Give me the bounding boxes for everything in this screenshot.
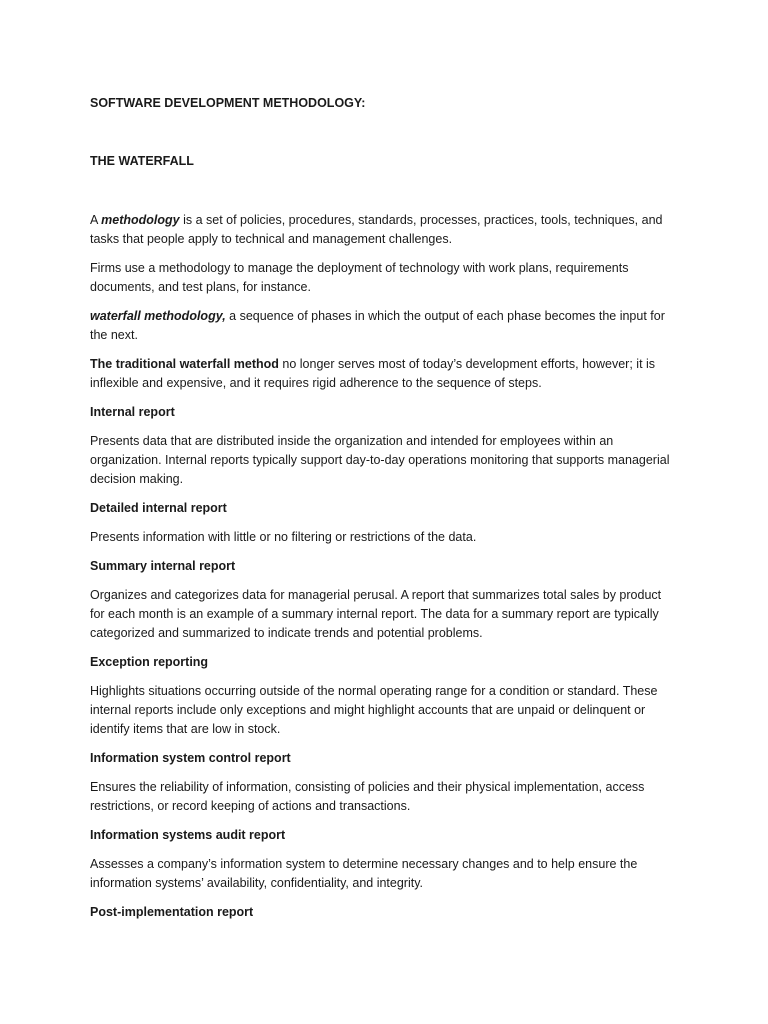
traditional-waterfall-paragraph [90,355,678,393]
traditional-waterfall-term: The traditional waterfall method [90,357,279,371]
section-heading: Information system control report [90,751,291,765]
methodology-term: methodology [101,213,180,227]
section-body: Assesses a company’s information system to determine necessary changes and to help ensure the information systems’ availability, confidentiality, and integrity. [90,857,638,890]
document-subtitle: THE WATERFALL [90,154,194,168]
section-body: Highlights situations occurring outside of the normal operating range for a condition or standard. These internal reports include only exceptions and might highlight accounts that are unpaid or delinquent or identify items that are low in stock. [90,684,658,736]
waterfall-definition-paragraph [90,307,678,345]
section-body: Organizes and categorizes data for managerial perusal. A report that summarizes total sales by product for each month is an example of a summary internal report. The data for a summary report are typically categorized and summarized to indicate trends and potential problems. [90,588,662,640]
section-body: Presents data that are distributed inside the organization and intended for employees within an organization. Internal reports typically support day-to-day operations monitoring that supports managerial decision making. [90,434,670,486]
section-heading: Exception reporting [90,655,209,669]
text-span: a sequence of phases in which the output of each phase becomes the input for the next. [90,309,665,342]
section-heading: Post-implementation report [90,905,254,919]
section-heading: Detailed internal report [90,501,227,515]
section-body: Presents information with little or no filtering or restrictions of the data. [90,530,477,544]
text-span: no longer serves most of today’s development efforts, however; it is inflexible and expensive, and it requires rigid adherence to the sequence of steps. [90,357,656,390]
waterfall-term: waterfall methodology, [90,309,226,323]
sections [90,403,678,922]
methodology-usage-paragraph: Firms use a methodology to manage the deployment of technology with work plans, requirements documents, and test plans, for instance. [90,261,629,294]
section-body: Ensures the reliability of information, consisting of policies and their physical implementation, access restrictions, or record keeping of actions and transactions. [90,780,645,813]
text-span: is a set of policies, procedures, standards, processes, practices, tools, techniques, and tasks that people apply to technical and management challenges. [90,213,663,246]
methodology-definition-paragraph [90,211,678,249]
text-span: A [90,213,102,227]
document-title: SOFTWARE DEVELOPMENT METHODOLOGY: [90,96,366,110]
section-heading: Information systems audit report [90,828,286,842]
section-heading: Internal report [90,405,175,419]
section-heading: Summary internal report [90,559,236,573]
